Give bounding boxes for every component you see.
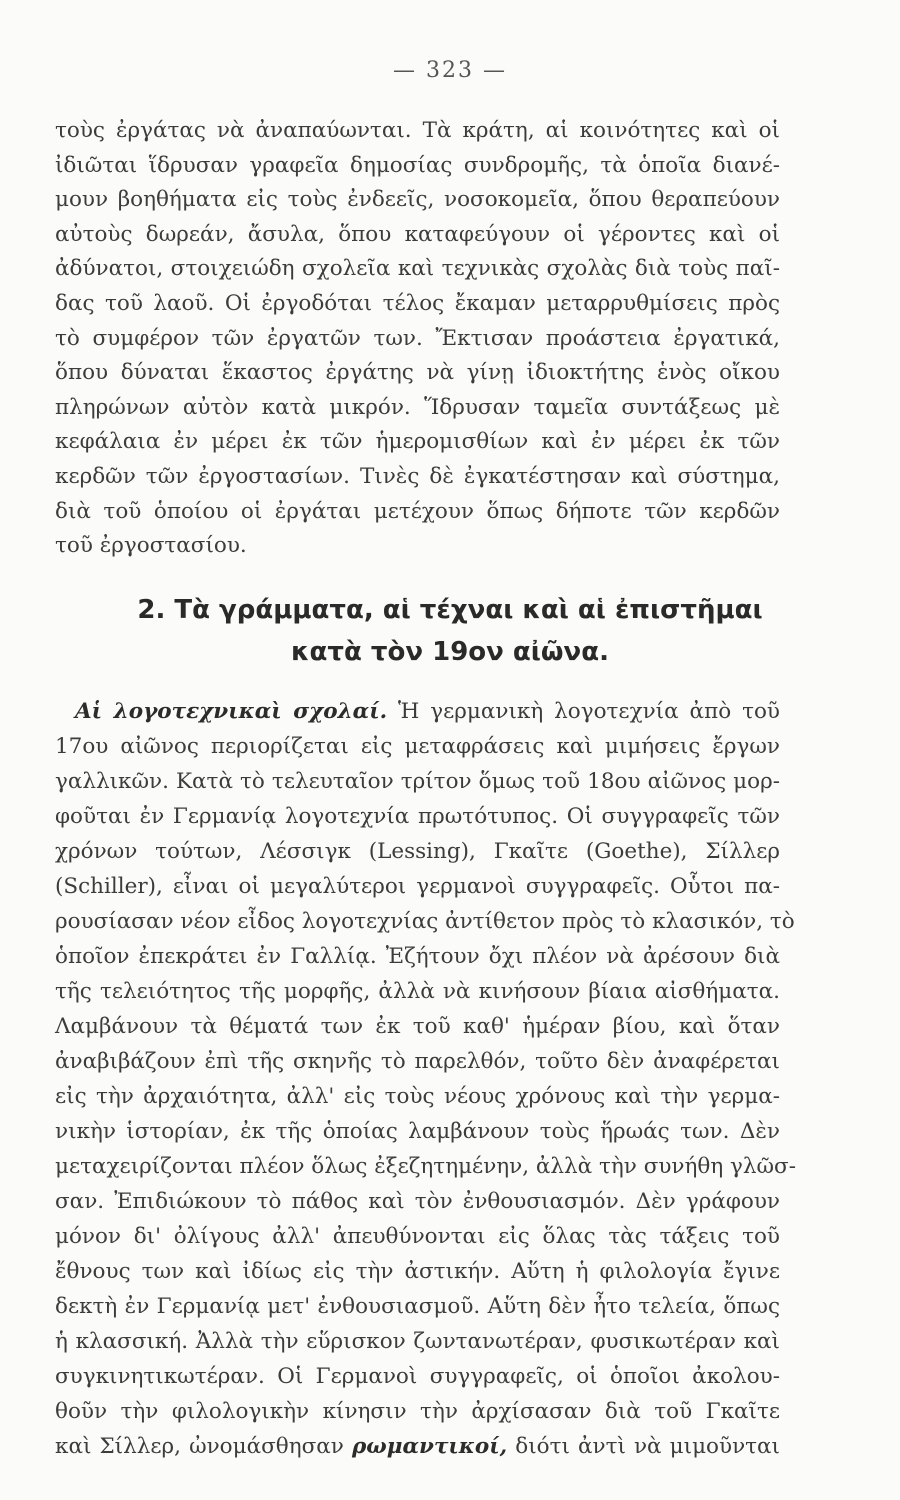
text-line: (Schiller), εἶναι οἱ μεγαλύτεροι γερμανοὶ συγγραφεῖς. Οὗτοι πα- [55,874,780,899]
term-romantics: ρωμαντικοί, [351,1434,508,1459]
text-line: ἀδύνατοι, στοιχειώδη σχολεῖα καὶ τεχνικὰς σχολὰς διὰ τοὺς παῖ- [55,256,780,282]
section-heading-line-1: 2. Τὰ γράμματα, αἱ τέχναι καὶ αἱ ἐπιστῆμαι [137,595,763,625]
text-line: ρουσίασαν νέον εἶδος λογοτεχνίας ἀντίθετον πρὸς τὸ κλασικόν, τὸ [55,909,795,934]
text-line: νικὴν ἱστορίαν, ἐκ τῆς ὁποίας λαμβάνουν τοὺς ἥρωάς των. Δὲν [55,1119,780,1144]
text-line: ὅπου δύναται ἕκαστος ἐργάτης νὰ γίνῃ ἰδιοκτήτης ἑνὸς οἴκου [55,360,780,386]
text-line: θοῦν τὴν φιλολογικὴν κίνησιν τὴν ἀρχίσασαν διὰ τοῦ Γκαῖτε [55,1399,780,1424]
text-line: ὁποῖον ἐπεκράτει ἐν Γαλλίᾳ. Ἐζήτουν ὄχι πλέον νὰ ἀρέσουν διὰ [55,944,780,969]
text-line [0,693,900,730]
text-line: δας τοῦ λαοῦ. Οἱ ἐργοδόται τέλος ἔκαμαν μεταρρυθμίσεις πρὸς [55,291,780,316]
text-line: τὸ συμφέρον τῶν ἐργατῶν των. Ἔκτισαν προάστεια ἐργατικά, [55,325,780,351]
lead-sentence: Ἡ γερμανικὴ λογοτεχνία ἀπὸ τοῦ [387,699,780,724]
text-line: γαλλικῶν. Κατὰ τὸ τελευταῖον τρίτον ὅμως τοῦ 18ου αἰῶνος μορ- [55,769,780,794]
text-line: χρόνων τούτων, Λέσσιγκ (Lessing), Γκαῖτε (Goethe), Σίλλερ [55,839,780,864]
text-line: τοῦ ἐργοστασίου. [55,533,247,559]
text-line: κεφάλαια ἐν μέρει ἐκ τῶν ἡμερομισθίων καὶ ἐν μέρει ἐκ τῶν [55,429,780,455]
text-line: κερδῶν τῶν ἐργοστασίων. Τινὲς δὲ ἐγκατέστησαν καὶ σύστημα, [55,464,780,489]
text-line: μόνον δι' ὀλίγους ἀλλ' ἀπευθύνονται εἰς ὅλας τὰς τάξεις τοῦ [55,1224,780,1249]
text-line: σαν. Ἐπιδιώκουν τὸ πάθος καὶ τὸν ἐνθουσιασμόν. Δὲν γράφουν [55,1189,780,1214]
text-line: 17ου αἰῶνος περιορίζεται εἰς μεταφράσεις καὶ μιμήσεις ἔργων [55,734,780,759]
text-line: πληρώνων αὐτὸν κατὰ μικρόν. Ἵδρυσαν ταμεῖα συντάξεως μὲ [55,394,780,420]
text-line: διὰ τοῦ ὁποίου οἱ ἐργάται μετέχουν ὅπως δήποτε τῶν κερδῶν [55,498,780,524]
text-line: δεκτὴ ἐν Γερμανίᾳ μετ' ἐνθουσιασμοῦ. Αὕτη δὲν ἦτο τελεία, ὅπως [55,1294,780,1319]
text-line: αὐτοὺς δωρεάν, ἄσυλα, ὅπου καταφεύγουν οἱ γέροντες καὶ οἱ [55,221,780,247]
text-line: τῆς τελειότητος τῆς μορφῆς, ἀλλὰ νὰ κινήσουν βίαια αἰσθήματα. [55,979,780,1004]
lead-label: Αἱ λογοτεχνικαὶ σχολαί. [75,699,388,724]
text-line: φοῦται ἐν Γερμανίᾳ λογοτεχνία πρωτότυπος. Οἱ συγγραφεῖς τῶν [55,804,780,829]
section-heading-line-2: κατὰ τὸν 19ον αἰῶνα. [291,637,609,667]
text-line: συγκινητικωτέραν. Οἱ Γερμανοὶ συγγραφεῖς, οἱ ὁποῖοι ἀκολου- [55,1364,780,1389]
text-line: μουν βοηθήματα εἰς τοὺς ἐνδεεῖς, νοσοκομεῖα, ὅπου θεραπεύουν [55,187,780,213]
text-line: ἔθνους των καὶ ἰδίως εἰς τὴν ἀστικήν. Αὕτη ἡ φιλολογία ἔγινε [55,1259,780,1284]
text-line: ἀναβιβάζουν ἐπὶ τῆς σκηνῆς τὸ παρελθόν, τοῦτο δὲν ἀναφέρεται [55,1049,780,1074]
text-line: ἡ κλασσική. Ἀλλὰ τὴν εὕρισκον ζωντανωτέραν, φυσικωτέραν καὶ [55,1329,780,1354]
text-line: εἰς τὴν ἀρχαιότητα, ἀλλ' εἰς τοὺς νέους χρόνους καὶ τὴν γερμα- [55,1084,780,1109]
text-line: τοὺς ἐργάτας νὰ ἀναπαύωνται. Τὰ κράτη, αἱ κοινότητες καὶ οἱ [55,118,780,143]
text-line: μεταχειρίζονται πλέον ὅλως ἐξεζητημένην, ἀλλὰ τὴν συνήθη γλῶσ- [55,1154,796,1179]
text-segment: καὶ Σίλλερ, ὠνομάσθησαν [55,1434,352,1459]
text-line [0,1428,900,1465]
text-line: Λαμβάνουν τὰ θέματά των ἐκ τοῦ καθ' ἡμέραν βίου, καὶ ὅταν [55,1014,780,1039]
text-segment: διότι ἀντὶ νὰ μιμοῦνται [507,1434,780,1459]
text-line: ἰδιῶται ἵδρυσαν γραφεῖα δημοσίας συνδρομῆς, τὰ ὁποῖα διανέ- [55,152,780,178]
page-number: — 323 — [393,58,507,83]
